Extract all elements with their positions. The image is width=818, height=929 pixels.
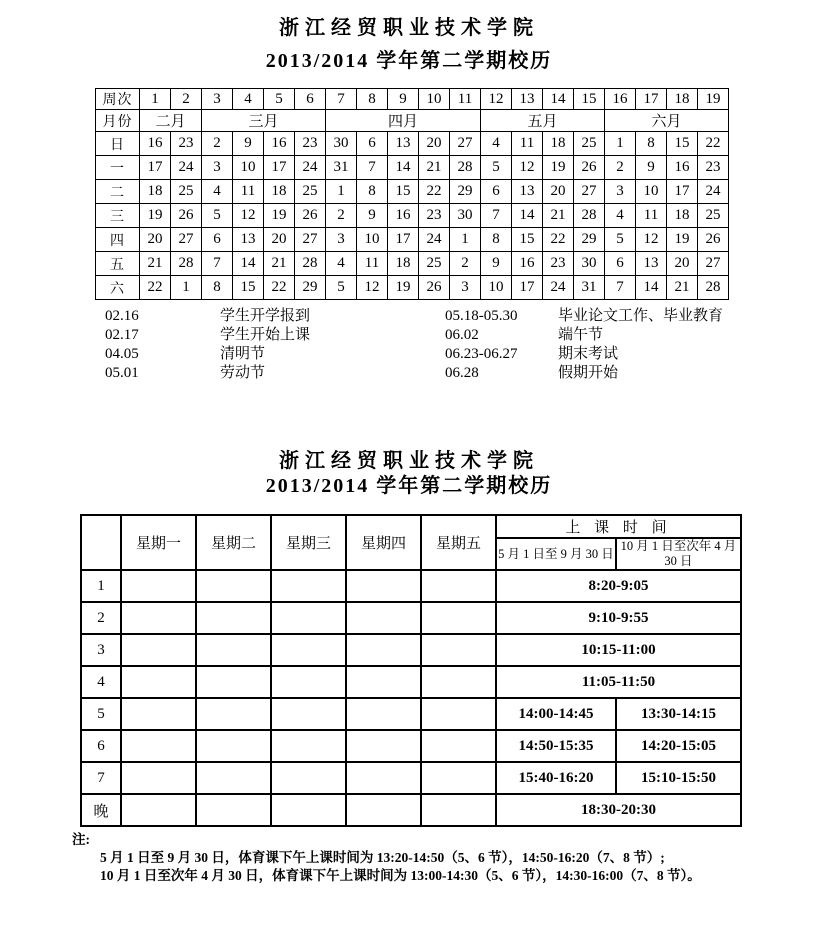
date-cell: 5 [481, 156, 512, 180]
class-cell [196, 634, 271, 666]
date-cell: 15 [512, 228, 543, 252]
date-cell: 27 [450, 132, 481, 156]
class-cell [196, 602, 271, 634]
week-header-label: 周次 [96, 89, 140, 110]
schedule-corner-cell [81, 515, 121, 570]
class-cell [121, 634, 196, 666]
class-cell [271, 730, 346, 762]
date-cell: 10 [481, 276, 512, 300]
date-cell: 5 [605, 228, 636, 252]
date-cell: 4 [481, 132, 512, 156]
calendar-day-row [96, 276, 729, 300]
week-number-cell: 10 [419, 89, 450, 110]
date-cell: 5 [326, 276, 357, 300]
date-cell: 14 [512, 204, 543, 228]
date-cell: 25 [419, 252, 450, 276]
class-cell [271, 698, 346, 730]
date-cell: 19 [140, 204, 171, 228]
date-cell: 25 [698, 204, 729, 228]
date-cell: 27 [295, 228, 326, 252]
date-cell: 6 [357, 132, 388, 156]
class-cell [121, 602, 196, 634]
class-cell [346, 698, 421, 730]
date-cell: 18 [140, 180, 171, 204]
date-cell: 2 [326, 204, 357, 228]
class-cell [121, 762, 196, 794]
week-number-cell: 15 [574, 89, 605, 110]
date-cell: 24 [295, 156, 326, 180]
class-cell [121, 698, 196, 730]
date-cell: 12 [357, 276, 388, 300]
calendar-week-row [96, 89, 729, 110]
weekday-header-mon: 星期一 [121, 515, 196, 570]
date-cell: 21 [140, 252, 171, 276]
date-cell: 7 [605, 276, 636, 300]
date-cell: 30 [574, 252, 605, 276]
week-number-cell: 2 [171, 89, 202, 110]
date-cell: 11 [233, 180, 264, 204]
date-cell: 19 [264, 204, 295, 228]
date-cell: 11 [512, 132, 543, 156]
date-cell: 17 [388, 228, 419, 252]
event-date: 02.17 [105, 327, 139, 343]
event-desc: 毕业论文工作、毕业教育 [558, 308, 724, 324]
date-cell: 17 [512, 276, 543, 300]
event-date: 05.01 [105, 365, 139, 381]
event-desc: 期末考试 [558, 346, 619, 362]
date-cell: 10 [233, 156, 264, 180]
winter-period-header: 10 月 1 日至次年 4 月 30 日 [616, 538, 741, 570]
schedule-row [81, 698, 741, 730]
date-cell: 22 [264, 276, 295, 300]
time-cell: 13:30-14:15 [616, 698, 741, 730]
class-cell [196, 794, 271, 826]
date-cell: 24 [171, 156, 202, 180]
date-cell: 31 [574, 276, 605, 300]
day-of-week-label: 五 [96, 252, 140, 276]
event-date: 06.23-06.27 [445, 346, 518, 362]
date-cell: 30 [450, 204, 481, 228]
date-cell: 13 [512, 180, 543, 204]
date-cell: 23 [295, 132, 326, 156]
date-cell: 23 [419, 204, 450, 228]
event-date: 06.28 [445, 365, 479, 381]
date-cell: 1 [605, 132, 636, 156]
date-cell: 25 [295, 180, 326, 204]
time-cell: 8:20-9:05 [496, 570, 741, 602]
date-cell: 26 [698, 228, 729, 252]
date-cell: 10 [636, 180, 667, 204]
date-cell: 9 [636, 156, 667, 180]
class-cell [271, 602, 346, 634]
date-cell: 23 [171, 132, 202, 156]
month-cell: 三月 [202, 110, 326, 132]
semester-calendar-title: 2013/2014 学年第二学期校历 [265, 50, 553, 72]
date-cell: 27 [171, 228, 202, 252]
date-cell: 20 [667, 252, 698, 276]
date-cell: 22 [543, 228, 574, 252]
event-row [0, 326, 818, 345]
date-cell: 18 [667, 204, 698, 228]
period-label: 2 [81, 602, 121, 634]
time-cell: 14:50-15:35 [496, 730, 616, 762]
calendar-table [95, 88, 729, 300]
date-cell: 16 [512, 252, 543, 276]
date-cell: 13 [233, 228, 264, 252]
week-number-cell: 3 [202, 89, 233, 110]
date-cell: 18 [388, 252, 419, 276]
event-desc: 劳动节 [220, 365, 266, 381]
week-number-cell: 1 [140, 89, 171, 110]
date-cell: 6 [481, 180, 512, 204]
schedule-row [81, 634, 741, 666]
date-cell: 14 [636, 276, 667, 300]
schedule-header-row [81, 515, 741, 538]
day-of-week-label: 三 [96, 204, 140, 228]
date-cell: 18 [264, 180, 295, 204]
date-cell: 7 [357, 156, 388, 180]
date-cell: 29 [295, 276, 326, 300]
date-cell: 29 [450, 180, 481, 204]
date-cell: 29 [574, 228, 605, 252]
event-row [0, 345, 818, 364]
date-cell: 26 [419, 276, 450, 300]
class-cell [421, 634, 496, 666]
date-cell: 20 [140, 228, 171, 252]
schedule-row [81, 570, 741, 602]
weekday-header-wed: 星期三 [271, 515, 346, 570]
date-cell: 13 [636, 252, 667, 276]
time-cell: 15:40-16:20 [496, 762, 616, 794]
date-cell: 28 [171, 252, 202, 276]
class-cell [196, 730, 271, 762]
date-cell: 1 [326, 180, 357, 204]
date-cell: 2 [450, 252, 481, 276]
week-number-cell: 7 [326, 89, 357, 110]
class-cell [271, 634, 346, 666]
class-cell [196, 666, 271, 698]
date-cell: 4 [605, 204, 636, 228]
period-label: 1 [81, 570, 121, 602]
date-cell: 30 [326, 132, 357, 156]
week-number-cell: 13 [512, 89, 543, 110]
date-cell: 15 [233, 276, 264, 300]
note-line-winter: 10 月 1 日至次年 4 月 30 日，体育课下午上课时间为 13:00-14:30（5、6 节），14:30-16:00（7、8 节）。 [100, 868, 701, 883]
week-number-cell: 18 [667, 89, 698, 110]
event-desc: 学生开学报到 [220, 308, 311, 324]
event-desc: 学生开始上课 [220, 327, 311, 343]
date-cell: 3 [605, 180, 636, 204]
calendar-day-row [96, 228, 729, 252]
date-cell: 14 [233, 252, 264, 276]
month-header-label: 月份 [96, 110, 140, 132]
date-cell: 28 [698, 276, 729, 300]
period-label: 晚 [81, 794, 121, 826]
date-cell: 4 [202, 180, 233, 204]
date-cell: 6 [202, 228, 233, 252]
date-cell: 26 [295, 204, 326, 228]
event-date: 04.05 [105, 346, 139, 362]
class-cell [196, 698, 271, 730]
date-cell: 25 [171, 180, 202, 204]
week-number-cell: 12 [481, 89, 512, 110]
date-cell: 18 [543, 132, 574, 156]
date-cell: 3 [202, 156, 233, 180]
school-name-title: 浙江经贸职业技术学院 [279, 17, 539, 39]
schedule-row [81, 602, 741, 634]
week-number-cell: 4 [233, 89, 264, 110]
schedule-body [81, 570, 741, 826]
date-cell: 28 [450, 156, 481, 180]
class-cell [121, 794, 196, 826]
date-cell: 24 [419, 228, 450, 252]
class-cell [346, 762, 421, 794]
date-cell: 1 [450, 228, 481, 252]
event-desc: 假期开始 [558, 365, 619, 381]
week-number-cell: 5 [264, 89, 295, 110]
date-cell: 28 [295, 252, 326, 276]
date-cell: 22 [698, 132, 729, 156]
calendar-day-row [96, 252, 729, 276]
date-cell: 26 [171, 204, 202, 228]
event-date: 05.18-05.30 [445, 308, 518, 324]
month-cell: 五月 [481, 110, 605, 132]
calendar-month-row [96, 110, 729, 132]
date-cell: 26 [574, 156, 605, 180]
date-cell: 15 [667, 132, 698, 156]
period-label: 6 [81, 730, 121, 762]
class-cell [421, 602, 496, 634]
event-desc: 端午节 [558, 327, 604, 343]
class-cell [346, 634, 421, 666]
weekday-header-fri: 星期五 [421, 515, 496, 570]
calendar-day-row [96, 180, 729, 204]
schedule-table [80, 514, 742, 827]
date-cell: 15 [388, 180, 419, 204]
date-cell: 16 [264, 132, 295, 156]
day-of-week-label: 日 [96, 132, 140, 156]
date-cell: 19 [543, 156, 574, 180]
class-cell [271, 794, 346, 826]
week-number-cell: 14 [543, 89, 574, 110]
month-cell: 二月 [140, 110, 202, 132]
schedule-row [81, 762, 741, 794]
event-desc: 清明节 [220, 346, 266, 362]
week-number-cell: 6 [295, 89, 326, 110]
day-of-week-label: 一 [96, 156, 140, 180]
date-cell: 16 [388, 204, 419, 228]
calendar-body [96, 89, 729, 300]
class-cell [271, 666, 346, 698]
date-cell: 24 [698, 180, 729, 204]
date-cell: 28 [574, 204, 605, 228]
date-cell: 4 [326, 252, 357, 276]
weekday-header-thu: 星期四 [346, 515, 421, 570]
class-cell [421, 762, 496, 794]
date-cell: 8 [636, 132, 667, 156]
date-cell: 8 [481, 228, 512, 252]
day-of-week-label: 六 [96, 276, 140, 300]
date-cell: 24 [543, 276, 574, 300]
class-cell [121, 666, 196, 698]
class-cell [346, 794, 421, 826]
date-cell: 7 [481, 204, 512, 228]
date-cell: 12 [512, 156, 543, 180]
note-label: 注: [72, 832, 90, 847]
note-section [72, 831, 818, 885]
week-number-cell: 16 [605, 89, 636, 110]
class-cell [346, 730, 421, 762]
date-cell: 2 [605, 156, 636, 180]
class-cell [196, 570, 271, 602]
date-cell: 23 [543, 252, 574, 276]
period-label: 5 [81, 698, 121, 730]
date-cell: 22 [140, 276, 171, 300]
event-row [0, 364, 818, 383]
date-cell: 17 [140, 156, 171, 180]
period-label: 7 [81, 762, 121, 794]
date-cell: 12 [233, 204, 264, 228]
date-cell: 9 [357, 204, 388, 228]
date-cell: 21 [264, 252, 295, 276]
schedule-row [81, 730, 741, 762]
date-cell: 5 [202, 204, 233, 228]
class-cell [346, 602, 421, 634]
class-cell [421, 570, 496, 602]
class-cell [196, 762, 271, 794]
date-cell: 10 [357, 228, 388, 252]
date-cell: 2 [202, 132, 233, 156]
date-cell: 21 [667, 276, 698, 300]
schedule-calendar-title: 2013/2014 学年第二学期校历 [265, 475, 553, 497]
note-line-summer: 5 月 1 日至 9 月 30 日，体育课下午上课时间为 13:20-14:50（5、6 节），14:50-16:20（7、8 节）; [100, 850, 665, 865]
date-cell: 19 [667, 228, 698, 252]
week-number-cell: 8 [357, 89, 388, 110]
date-cell: 8 [202, 276, 233, 300]
class-cell [421, 666, 496, 698]
date-cell: 11 [636, 204, 667, 228]
week-number-cell: 11 [450, 89, 481, 110]
date-cell: 20 [543, 180, 574, 204]
week-number-cell: 9 [388, 89, 419, 110]
class-cell [346, 666, 421, 698]
time-cell: 18:30-20:30 [496, 794, 741, 826]
summer-period-header: 5 月 1 日至 9 月 30 日 [496, 538, 616, 570]
class-cell [271, 570, 346, 602]
date-cell: 3 [450, 276, 481, 300]
date-cell: 6 [605, 252, 636, 276]
date-cell: 20 [419, 132, 450, 156]
schedule-row [81, 666, 741, 698]
date-cell: 1 [171, 276, 202, 300]
date-cell: 19 [388, 276, 419, 300]
date-cell: 17 [264, 156, 295, 180]
calendar-day-row [96, 204, 729, 228]
date-cell: 8 [357, 180, 388, 204]
time-cell: 14:00-14:45 [496, 698, 616, 730]
calendar-day-row [96, 132, 729, 156]
date-cell: 25 [574, 132, 605, 156]
period-label: 3 [81, 634, 121, 666]
class-time-header: 上 课 时 间 [496, 515, 741, 538]
schedule-school-name-title: 浙江经贸职业技术学院 [279, 450, 539, 472]
class-cell [121, 730, 196, 762]
date-cell: 14 [388, 156, 419, 180]
class-cell [421, 730, 496, 762]
time-cell: 14:20-15:05 [616, 730, 741, 762]
event-date: 06.02 [445, 327, 479, 343]
event-row [0, 307, 818, 326]
date-cell: 16 [667, 156, 698, 180]
date-cell: 27 [698, 252, 729, 276]
period-label: 4 [81, 666, 121, 698]
date-cell: 17 [667, 180, 698, 204]
event-date: 02.16 [105, 308, 139, 324]
class-cell [421, 794, 496, 826]
date-cell: 31 [326, 156, 357, 180]
week-number-cell: 17 [636, 89, 667, 110]
events-section [0, 307, 818, 383]
date-cell: 21 [543, 204, 574, 228]
time-cell: 10:15-11:00 [496, 634, 741, 666]
date-cell: 11 [357, 252, 388, 276]
date-cell: 7 [202, 252, 233, 276]
date-cell: 9 [233, 132, 264, 156]
week-number-cell: 19 [698, 89, 729, 110]
month-cell: 四月 [326, 110, 481, 132]
date-cell: 16 [140, 132, 171, 156]
calendar-day-row [96, 156, 729, 180]
time-cell: 9:10-9:55 [496, 602, 741, 634]
date-cell: 22 [419, 180, 450, 204]
weekday-header-tue: 星期二 [196, 515, 271, 570]
date-cell: 20 [264, 228, 295, 252]
time-cell: 15:10-15:50 [616, 762, 741, 794]
schedule-head [81, 515, 741, 570]
time-cell: 11:05-11:50 [496, 666, 741, 698]
date-cell: 13 [388, 132, 419, 156]
date-cell: 21 [419, 156, 450, 180]
date-cell: 12 [636, 228, 667, 252]
class-cell [421, 698, 496, 730]
month-cell: 六月 [605, 110, 729, 132]
class-cell [271, 762, 346, 794]
class-cell [121, 570, 196, 602]
date-cell: 27 [574, 180, 605, 204]
day-of-week-label: 二 [96, 180, 140, 204]
day-of-week-label: 四 [96, 228, 140, 252]
date-cell: 9 [481, 252, 512, 276]
class-cell [346, 570, 421, 602]
date-cell: 23 [698, 156, 729, 180]
date-cell: 3 [326, 228, 357, 252]
schedule-row [81, 794, 741, 826]
